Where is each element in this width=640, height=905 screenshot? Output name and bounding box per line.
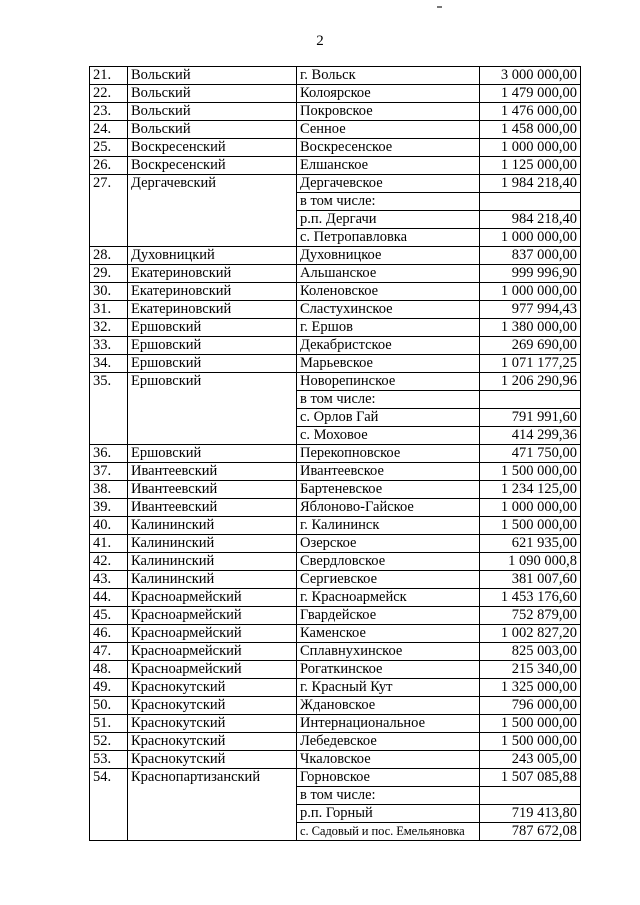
page-number: 2 <box>316 33 324 49</box>
amount-cell: 1 234 125,00 <box>480 481 581 499</box>
table-row <box>90 607 581 625</box>
district-cell: Вольский <box>128 67 297 85</box>
row-number: 42. <box>90 553 128 571</box>
table-row <box>90 337 581 355</box>
district-cell: Екатериновский <box>128 283 297 301</box>
amount-cell: 269 690,00 <box>480 337 581 355</box>
district-cell: Краснопартизанский <box>128 769 297 841</box>
sub-settlement-cell: р.п. Горный <box>297 805 480 823</box>
settlement-cell: Чкаловское <box>297 751 480 769</box>
sub-settlement-cell: в том числе: <box>297 193 480 211</box>
sub-amount-cell <box>480 193 581 211</box>
row-number: 23. <box>90 103 128 121</box>
row-number: 45. <box>90 607 128 625</box>
row-number: 43. <box>90 571 128 589</box>
amount-cell: 3 000 000,00 <box>480 67 581 85</box>
district-cell: Ершовский <box>128 373 297 445</box>
table-row <box>90 481 581 499</box>
settlement-cell: г. Ершов <box>297 319 480 337</box>
settlement-cell: Воскресенское <box>297 139 480 157</box>
district-cell: Ершовский <box>128 445 297 463</box>
sub-amount-cell: 1 000 000,00 <box>480 229 581 247</box>
amount-cell: 1 984 218,40 <box>480 175 581 193</box>
row-number: 46. <box>90 625 128 643</box>
amount-cell: 1 380 000,00 <box>480 319 581 337</box>
district-cell: Калининский <box>128 553 297 571</box>
amount-cell: 999 996,90 <box>480 265 581 283</box>
sub-amount-cell <box>480 391 581 409</box>
settlement-cell: Горновское <box>297 769 480 787</box>
district-cell: Воскресенский <box>128 139 297 157</box>
settlement-cell: Коленовское <box>297 283 480 301</box>
amount-cell: 1 000 000,00 <box>480 499 581 517</box>
table-row <box>90 643 581 661</box>
table-row <box>90 301 581 319</box>
table-row <box>90 445 581 463</box>
table-row <box>90 463 581 481</box>
table-row <box>90 769 581 787</box>
settlement-cell: Ждановское <box>297 697 480 715</box>
amount-cell: 1 458 000,00 <box>480 121 581 139</box>
district-cell: Дергачевский <box>128 175 297 247</box>
table-row <box>90 517 581 535</box>
amount-cell: 1 071 177,25 <box>480 355 581 373</box>
row-number: 33. <box>90 337 128 355</box>
amount-cell: 381 007,60 <box>480 571 581 589</box>
district-cell: Краснокутский <box>128 679 297 697</box>
row-number: 30. <box>90 283 128 301</box>
district-cell: Краснокутский <box>128 697 297 715</box>
amount-cell: 1 500 000,00 <box>480 463 581 481</box>
sub-amount-cell: 414 299,36 <box>480 427 581 445</box>
row-number: 36. <box>90 445 128 463</box>
settlement-cell: Сластухинское <box>297 301 480 319</box>
district-cell: Воскресенский <box>128 157 297 175</box>
district-cell: Калининский <box>128 571 297 589</box>
row-number: 34. <box>90 355 128 373</box>
table-row <box>90 67 581 85</box>
amount-cell: 621 935,00 <box>480 535 581 553</box>
table-body <box>90 67 581 841</box>
sub-settlement-cell: с. Моховое <box>297 427 480 445</box>
settlement-cell: Рогаткинское <box>297 661 480 679</box>
district-cell: Калининский <box>128 517 297 535</box>
table-row <box>90 265 581 283</box>
table-row <box>90 121 581 139</box>
table-row <box>90 553 581 571</box>
table-row <box>90 103 581 121</box>
table-row <box>90 535 581 553</box>
settlement-cell: Интернациональное <box>297 715 480 733</box>
amount-cell: 1 206 290,96 <box>480 373 581 391</box>
row-number: 38. <box>90 481 128 499</box>
table-row <box>90 733 581 751</box>
district-cell: Екатериновский <box>128 265 297 283</box>
district-cell: Краснокутский <box>128 751 297 769</box>
district-cell: Краснокутский <box>128 733 297 751</box>
row-number: 24. <box>90 121 128 139</box>
row-number: 31. <box>90 301 128 319</box>
row-number: 32. <box>90 319 128 337</box>
table-row <box>90 139 581 157</box>
settlement-cell: г. Калининск <box>297 517 480 535</box>
allocation-table <box>89 66 581 841</box>
row-number: 48. <box>90 661 128 679</box>
settlement-cell: Перекопновское <box>297 445 480 463</box>
settlement-cell: Каменское <box>297 625 480 643</box>
table-row <box>90 679 581 697</box>
settlement-cell: Декабристское <box>297 337 480 355</box>
row-number: 50. <box>90 697 128 715</box>
table-row <box>90 157 581 175</box>
settlement-cell: Колоярское <box>297 85 480 103</box>
settlement-cell: Ивантеевское <box>297 463 480 481</box>
amount-cell: 1 479 000,00 <box>480 85 581 103</box>
amount-cell: 1 002 827,20 <box>480 625 581 643</box>
sub-settlement-cell: с. Орлов Гай <box>297 409 480 427</box>
scan-mark <box>437 6 442 8</box>
row-number: 44. <box>90 589 128 607</box>
row-number: 35. <box>90 373 128 445</box>
district-cell: Красноармейский <box>128 625 297 643</box>
amount-cell: 471 750,00 <box>480 445 581 463</box>
amount-cell: 1 000 000,00 <box>480 139 581 157</box>
amount-cell: 1 507 085,88 <box>480 769 581 787</box>
district-cell: Красноармейский <box>128 643 297 661</box>
row-number: 39. <box>90 499 128 517</box>
settlement-cell: Дергачевское <box>297 175 480 193</box>
settlement-cell: г. Вольск <box>297 67 480 85</box>
district-cell: Вольский <box>128 103 297 121</box>
district-cell: Ивантеевский <box>128 481 297 499</box>
row-number: 49. <box>90 679 128 697</box>
table-row <box>90 571 581 589</box>
settlement-cell: Сенное <box>297 121 480 139</box>
row-number: 53. <box>90 751 128 769</box>
sub-amount-cell: 791 991,60 <box>480 409 581 427</box>
table-row <box>90 373 581 391</box>
row-number: 41. <box>90 535 128 553</box>
row-number: 21. <box>90 67 128 85</box>
amount-cell: 825 003,00 <box>480 643 581 661</box>
settlement-cell: Елшанское <box>297 157 480 175</box>
settlement-cell: г. Красноармейск <box>297 589 480 607</box>
row-number: 28. <box>90 247 128 265</box>
settlement-cell: Гвардейское <box>297 607 480 625</box>
amount-cell: 1 090 000,8 <box>480 553 581 571</box>
district-cell: Краснокутский <box>128 715 297 733</box>
settlement-cell: Покровское <box>297 103 480 121</box>
table-row <box>90 247 581 265</box>
row-number: 22. <box>90 85 128 103</box>
amount-cell: 215 340,00 <box>480 661 581 679</box>
row-number: 25. <box>90 139 128 157</box>
district-cell: Ершовский <box>128 337 297 355</box>
sub-amount-cell: 719 413,80 <box>480 805 581 823</box>
district-cell: Красноармейский <box>128 661 297 679</box>
amount-cell: 243 005,00 <box>480 751 581 769</box>
amount-cell: 1 500 000,00 <box>480 517 581 535</box>
row-number: 47. <box>90 643 128 661</box>
district-cell: Красноармейский <box>128 607 297 625</box>
row-number: 26. <box>90 157 128 175</box>
sub-settlement-cell: в том числе: <box>297 787 480 805</box>
district-cell: Вольский <box>128 85 297 103</box>
settlement-cell: Сплавнухинское <box>297 643 480 661</box>
settlement-cell: Новорепинское <box>297 373 480 391</box>
sub-amount-cell <box>480 787 581 805</box>
row-number: 29. <box>90 265 128 283</box>
district-cell: Ершовский <box>128 319 297 337</box>
sub-amount-cell: 787 672,08 <box>480 823 581 841</box>
amount-cell: 1 125 000,00 <box>480 157 581 175</box>
row-number: 52. <box>90 733 128 751</box>
table-row <box>90 175 581 193</box>
amount-cell: 1 000 000,00 <box>480 283 581 301</box>
amount-cell: 1 500 000,00 <box>480 733 581 751</box>
table-row <box>90 715 581 733</box>
district-cell: Ершовский <box>128 355 297 373</box>
settlement-cell: Марьевское <box>297 355 480 373</box>
district-cell: Екатериновский <box>128 301 297 319</box>
amount-cell: 752 879,00 <box>480 607 581 625</box>
district-cell: Ивантеевский <box>128 463 297 481</box>
settlement-cell: Духовницкое <box>297 247 480 265</box>
table-row <box>90 697 581 715</box>
settlement-cell: г. Красный Кут <box>297 679 480 697</box>
table-row <box>90 499 581 517</box>
table-row <box>90 355 581 373</box>
amount-cell: 1 500 000,00 <box>480 715 581 733</box>
sub-settlement-cell: р.п. Дергачи <box>297 211 480 229</box>
district-cell: Ивантеевский <box>128 499 297 517</box>
amount-cell: 837 000,00 <box>480 247 581 265</box>
sub-settlement-cell: с. Петропавловка <box>297 229 480 247</box>
row-number: 37. <box>90 463 128 481</box>
settlement-cell: Лебедевское <box>297 733 480 751</box>
settlement-cell: Бартеневское <box>297 481 480 499</box>
settlement-cell: Озерское <box>297 535 480 553</box>
sub-settlement-cell: с. Садовый и пос. Емельяновка <box>297 823 480 841</box>
settlement-cell: Яблоново-Гайское <box>297 499 480 517</box>
row-number: 51. <box>90 715 128 733</box>
sub-settlement-cell: в том числе: <box>297 391 480 409</box>
district-cell: Духовницкий <box>128 247 297 265</box>
amount-cell: 1 476 000,00 <box>480 103 581 121</box>
table-row <box>90 751 581 769</box>
amount-cell: 977 994,43 <box>480 301 581 319</box>
amount-cell: 1 325 000,00 <box>480 679 581 697</box>
row-number: 54. <box>90 769 128 841</box>
district-cell: Вольский <box>128 121 297 139</box>
settlement-cell: Сергиевское <box>297 571 480 589</box>
table-row <box>90 85 581 103</box>
sub-amount-cell: 984 218,40 <box>480 211 581 229</box>
settlement-cell: Свердловское <box>297 553 480 571</box>
row-number: 27. <box>90 175 128 247</box>
table-row <box>90 589 581 607</box>
amount-cell: 796 000,00 <box>480 697 581 715</box>
district-cell: Калининский <box>128 535 297 553</box>
row-number: 40. <box>90 517 128 535</box>
district-cell: Красноармейский <box>128 589 297 607</box>
settlement-cell: Альшанское <box>297 265 480 283</box>
table-row <box>90 625 581 643</box>
table-row <box>90 661 581 679</box>
table-row <box>90 319 581 337</box>
table-row <box>90 283 581 301</box>
amount-cell: 1 453 176,60 <box>480 589 581 607</box>
